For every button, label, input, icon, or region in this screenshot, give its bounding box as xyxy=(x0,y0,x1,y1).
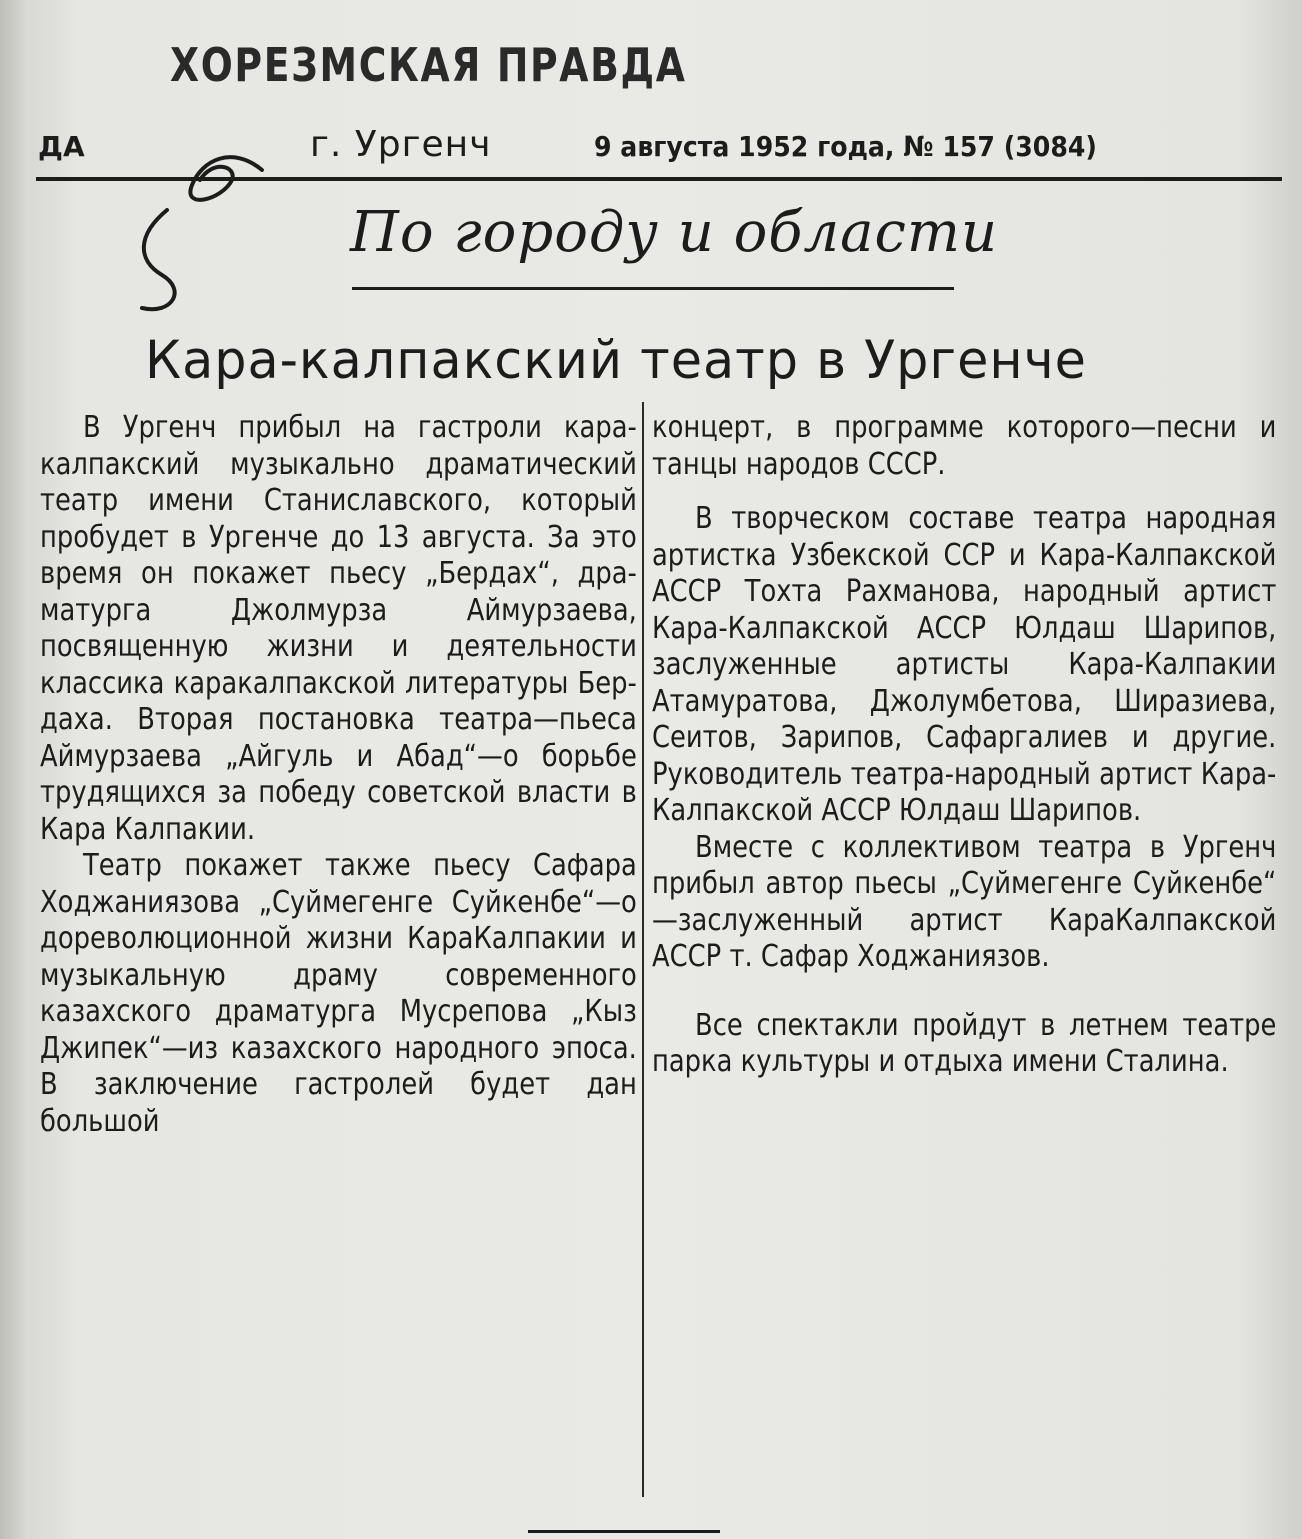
article-column-right xyxy=(652,410,1276,1081)
article-headline: Кара-калпакский театр в Ургенче xyxy=(145,330,1087,391)
end-rule xyxy=(528,1530,720,1533)
column-divider xyxy=(642,402,644,1497)
paragraph: Театр покажет также пьесу Сафара Ходжаниязова „Суймегенге Суйкенбе“—о дореволюционной жизни КараКалпакии и музыкальную драму современного казахского драматурга Мусрепова „Кыз Джипек“—из казахского народного эпоса. В заключение гастролей будет дан большой xyxy=(40,848,637,1139)
dateline-fragment: ДА xyxy=(38,130,85,163)
paragraph: В Ургенч прибыл на гастроли кара-калпакский музыкально драматический театр имени Станиславского, который пробудет в Ургенче до 13 августа. За это время он покажет пьесу „Бердах“, драматурга Джолмурза Аймурзаева, посвященную жизни и деятельности классика каракалпакской литературы Бердаха. Вторая постановка театра—пьеса Аймурзаева „Айгуль и Абад“—о борьбе трудящихся за победу советской власти в Кара Калпакии. xyxy=(40,410,637,847)
handwritten-mark-icon xyxy=(112,140,282,320)
rubric-underline xyxy=(352,287,954,290)
masthead-title: ХОРЕЗМСКАЯ ПРАВДА xyxy=(170,38,687,92)
dateline-date-issue: 9 августа 1952 года, № 157 (3084) xyxy=(594,130,1097,163)
section-rubric: По городу и области xyxy=(350,200,999,265)
paragraph: Все спектакли пройдут в летнем театре парка культуры и отдыха имени Сталина. xyxy=(652,1007,1277,1079)
paragraph: В творческом составе театра народная артистка Узбекской ССР и Кара-Калпакской АССР Тохта Рахманова, народный артист Кара-Калпакской АССР Юлдаш Шарипов, заслуженные артисты Кара-Калпакии Атамуратова, Джолумбетова, Ширазиева, Сеитов, Зарипов, Сафаргалиев и другие. Руководитель театра-народный артист Кара-Калпакской АССР Юлдаш Шарипов. xyxy=(652,501,1277,828)
page-edge xyxy=(0,0,30,1539)
article-column-left xyxy=(40,410,637,1140)
dateline-city: г. Ургенч xyxy=(310,124,492,165)
paragraph: Вместе с коллективом театра в Ургенч прибыл автор пьесы „Суймегенге Суйкенбе“ —заслуженный артист КараКалпакской АССР т. Сафар Ходжаниязов. xyxy=(652,829,1277,974)
paragraph: концерт, в программе которого—песни и танцы народов СССР. xyxy=(652,410,1277,482)
